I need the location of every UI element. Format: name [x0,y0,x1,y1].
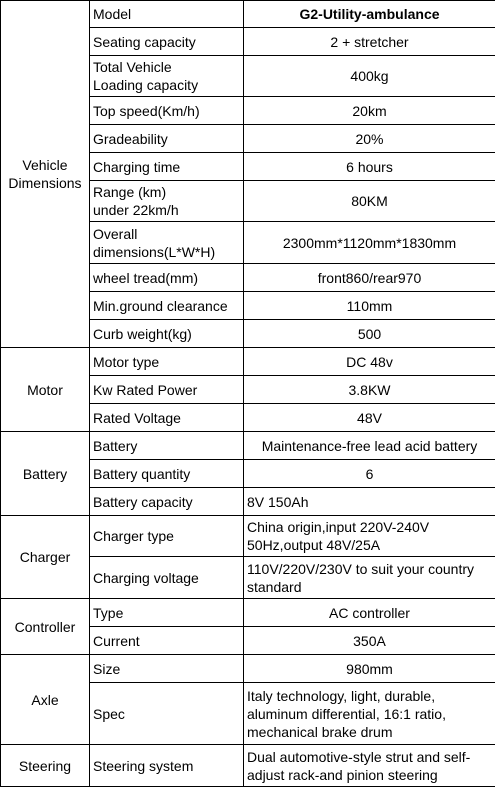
field-value: 80KM [244,181,495,222]
field-value: 980mm [244,655,495,683]
spec-table-body [1,1,495,787]
field-label: Range (km) under 22km/h [90,181,244,222]
field-label: Seating capacity [90,28,244,56]
field-value: Maintenance-free lead acid battery [244,432,495,460]
field-value: 110mm [244,292,495,320]
field-label: Steering system [90,745,244,787]
category-cell: Steering [1,745,90,787]
table-row [1,655,495,683]
field-value: front860/rear970 [244,264,495,292]
table-row [1,599,495,627]
field-value: 48V [244,404,495,432]
field-label: Current [90,627,244,655]
field-value: 500 [244,320,495,348]
table-row [1,432,495,460]
field-value: 400kg [244,56,495,97]
field-label: Motor type [90,348,244,376]
field-label: Model [90,1,244,28]
category-cell: Battery [1,432,90,516]
field-label: Size [90,655,244,683]
field-value: 2300mm*1120mm*1830mm [244,222,495,264]
category-cell: Motor [1,348,90,432]
table-row [1,348,495,376]
field-label: Charger type [90,516,244,557]
field-label: Battery [90,432,244,460]
field-label: Battery quantity [90,460,244,488]
field-value: Dual automotive-style strut and self- adjust rack-and pinion steering [244,745,495,787]
field-label: Rated Voltage [90,404,244,432]
field-value: 6 hours [244,153,495,181]
field-value: 2 + stretcher [244,28,495,56]
field-label: Top speed(Km/h) [90,97,244,125]
field-value: DC 48v [244,348,495,376]
field-label: Min.ground clearance [90,292,244,320]
field-label: Overall dimensions(L*W*H) [90,222,244,264]
field-label: Gradeability [90,125,244,153]
category-cell: Charger [1,516,90,599]
field-value: 3.8KW [244,376,495,404]
field-label: Curb weight(kg) [90,320,244,348]
table-row [1,745,495,787]
field-value: 8V 150Ah [244,488,495,516]
category-cell: Axle [1,655,90,745]
table-row [1,516,495,557]
category-cell: Controller [1,599,90,655]
field-value: G2-Utility-ambulance [244,1,495,28]
field-value: 350A [244,627,495,655]
field-label: Kw Rated Power [90,376,244,404]
field-label: Battery capacity [90,488,244,516]
field-label: Total Vehicle Loading capacity [90,56,244,97]
field-value: Italy technology, light, durable, aluminum differential, 16:1 ratio, mechanical brake drum [244,683,495,745]
field-value: 20% [244,125,495,153]
field-value: 110V/220V/230V to suit your country standard [244,557,495,599]
field-label: Type [90,599,244,627]
field-label: Charging time [90,153,244,181]
field-value: China origin,input 220V-240V 50Hz,output 48V/25A [244,516,495,557]
field-label: wheel tread(mm) [90,264,244,292]
field-label: Charging voltage [90,557,244,599]
field-value: 20km [244,97,495,125]
field-label: Spec [90,683,244,745]
field-value: AC controller [244,599,495,627]
field-value: 6 [244,460,495,488]
category-cell: Vehicle Dimensions [1,1,90,348]
table-row [1,1,495,28]
